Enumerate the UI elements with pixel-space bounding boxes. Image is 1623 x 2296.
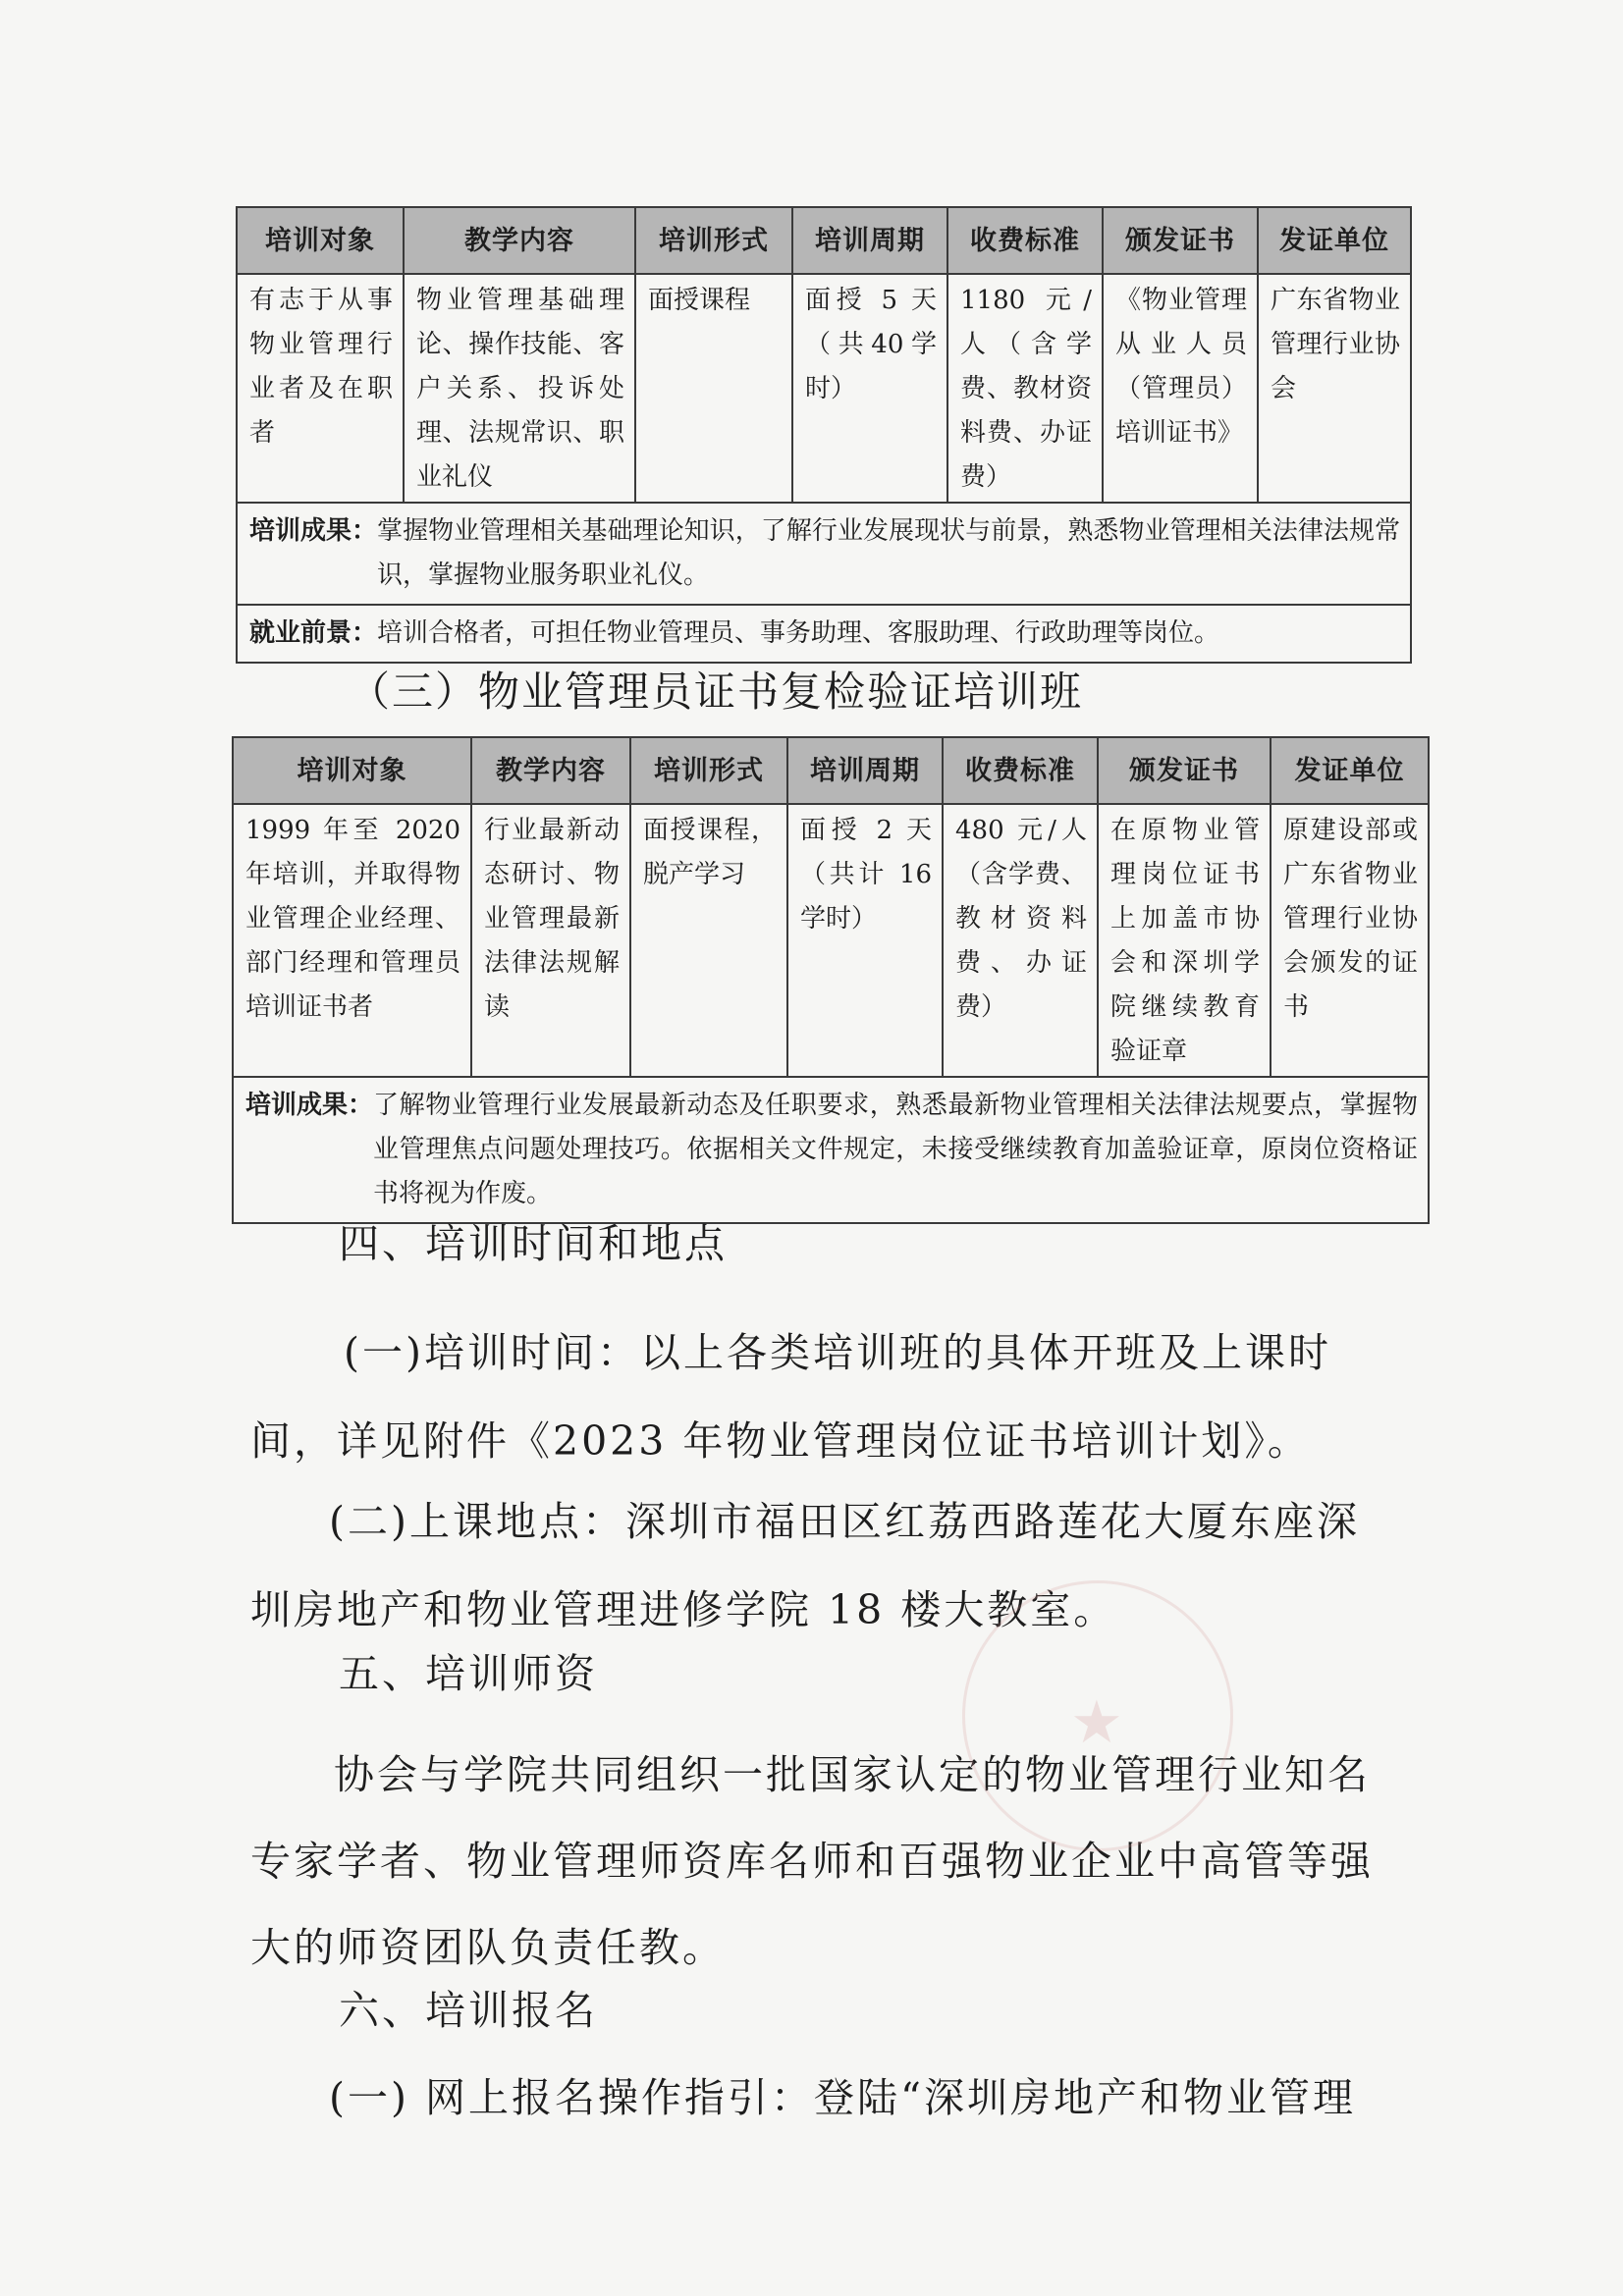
outcome-text: 了解物业管理行业发展最新动态及任职要求，熟悉最新物业管理相关法律法规要点，掌握物业管理焦点问题处理技巧。依据相关文件规定，未接受继续教育加盖验证章，原岗位资格证书将视为作废。 [373, 1091, 1418, 1208]
header-cell: 培训周期 [792, 207, 947, 274]
table-cell: 面授课程，脱产学习 [630, 804, 787, 1077]
header-cell: 发证单位 [1271, 737, 1429, 804]
section3-title: （三）物业管理员证书复检验证培训班 [349, 667, 1084, 716]
header-cell: 颁发证书 [1103, 207, 1258, 274]
table-cell: 《物业管理从业人员（管理员）培训证书》 [1103, 274, 1258, 503]
table-cell: 原建设部或广东省物业管理行业协会颁发的证书 [1271, 804, 1429, 1077]
section5-title: 五、培训师资 [339, 1650, 598, 1697]
table-cell: 面授 5 天（共40学时） [792, 274, 947, 503]
header-cell: 教学内容 [471, 737, 630, 804]
table-cell: 1180 元/人（含学费、教材资料费、办证费） [947, 274, 1103, 503]
outcome-text: 掌握物业管理相关基础理论知识，了解行业发展现状与前景，熟悉物业管理相关法律法规常识，掌握物业服务职业礼仪。 [377, 516, 1400, 590]
table-cell: 行业最新动态研讨、物业管理最新法律法规解读 [471, 804, 630, 1077]
section4-paragraph-2: (二)上课地点：深圳市福田区红荔西路莲花大厦东座深圳房地产和物业管理进修学院 18 楼大教室。 [250, 1498, 1360, 1633]
header-cell: 培训对象 [237, 207, 404, 274]
table-row [233, 804, 1429, 1077]
header-cell: 教学内容 [404, 207, 635, 274]
table-cell: 广东省物业管理行业协会 [1258, 274, 1411, 503]
table-header-row [233, 737, 1429, 804]
table-cell: 物业管理基础理论、操作技能、客户关系、投诉处理、法规常识、职业礼仪 [404, 274, 635, 503]
table-cell: 1999 年至 2020 年培训，并取得物业管理企业经理、部门经理和管理员培训证书者 [233, 804, 471, 1077]
training-table-1 [236, 206, 1412, 664]
section4-paragraph-1: (一)培训时间：以上各类培训班的具体开班及上课时间，详见附件《2023 年物业管理岗位证书培训计划》。 [250, 1329, 1331, 1465]
seal-star-icon: ★ [1070, 1688, 1123, 1757]
table-cell: 在原物业管理岗位证书上加盖市协会和深圳学院继续教育验证章 [1098, 804, 1271, 1077]
employment-label: 就业前景： [249, 618, 378, 648]
employment-text: 培训合格者，可担任物业管理员、事务助理、客服助理、行政助理等岗位。 [377, 618, 1220, 648]
header-cell: 收费标准 [943, 737, 1098, 804]
table-header-row [237, 207, 1411, 274]
table-row [237, 274, 1411, 503]
section5-paragraph-1: 协会与学院共同组织一批国家认定的物业管理行业知名专家学者、物业管理师资库名师和百强物业企业中高管等强大的师资团队负责任教。 [250, 1751, 1374, 1971]
outcome-label: 培训成果： [249, 516, 378, 546]
outcome-row [233, 1077, 1429, 1223]
header-cell: 培训对象 [233, 737, 471, 804]
section6-paragraph-1: (一) 网上报名操作指引：登陆“深圳房地产和物业管理 [329, 2074, 1356, 2121]
section4-title: 四、培训时间和地点 [339, 1220, 728, 1267]
employment-row [237, 605, 1411, 663]
header-cell: 培训周期 [787, 737, 943, 804]
table-cell: 面授 2 天（共计 16 学时） [787, 804, 943, 1077]
outcome-label: 培训成果： [245, 1091, 374, 1120]
table-cell: 480 元/人（含学费、教材资料费、办证费） [943, 804, 1098, 1077]
header-cell: 发证单位 [1258, 207, 1411, 274]
table-cell: 有志于从事物业管理行业者及在职者 [237, 274, 404, 503]
header-cell: 培训形式 [630, 737, 787, 804]
section6-title: 六、培训报名 [339, 1987, 598, 2034]
header-cell: 颁发证书 [1098, 737, 1271, 804]
header-cell: 收费标准 [947, 207, 1103, 274]
training-table-2 [232, 736, 1430, 1224]
table-cell: 面授课程 [635, 274, 792, 503]
header-cell: 培训形式 [635, 207, 792, 274]
outcome-row [237, 503, 1411, 605]
